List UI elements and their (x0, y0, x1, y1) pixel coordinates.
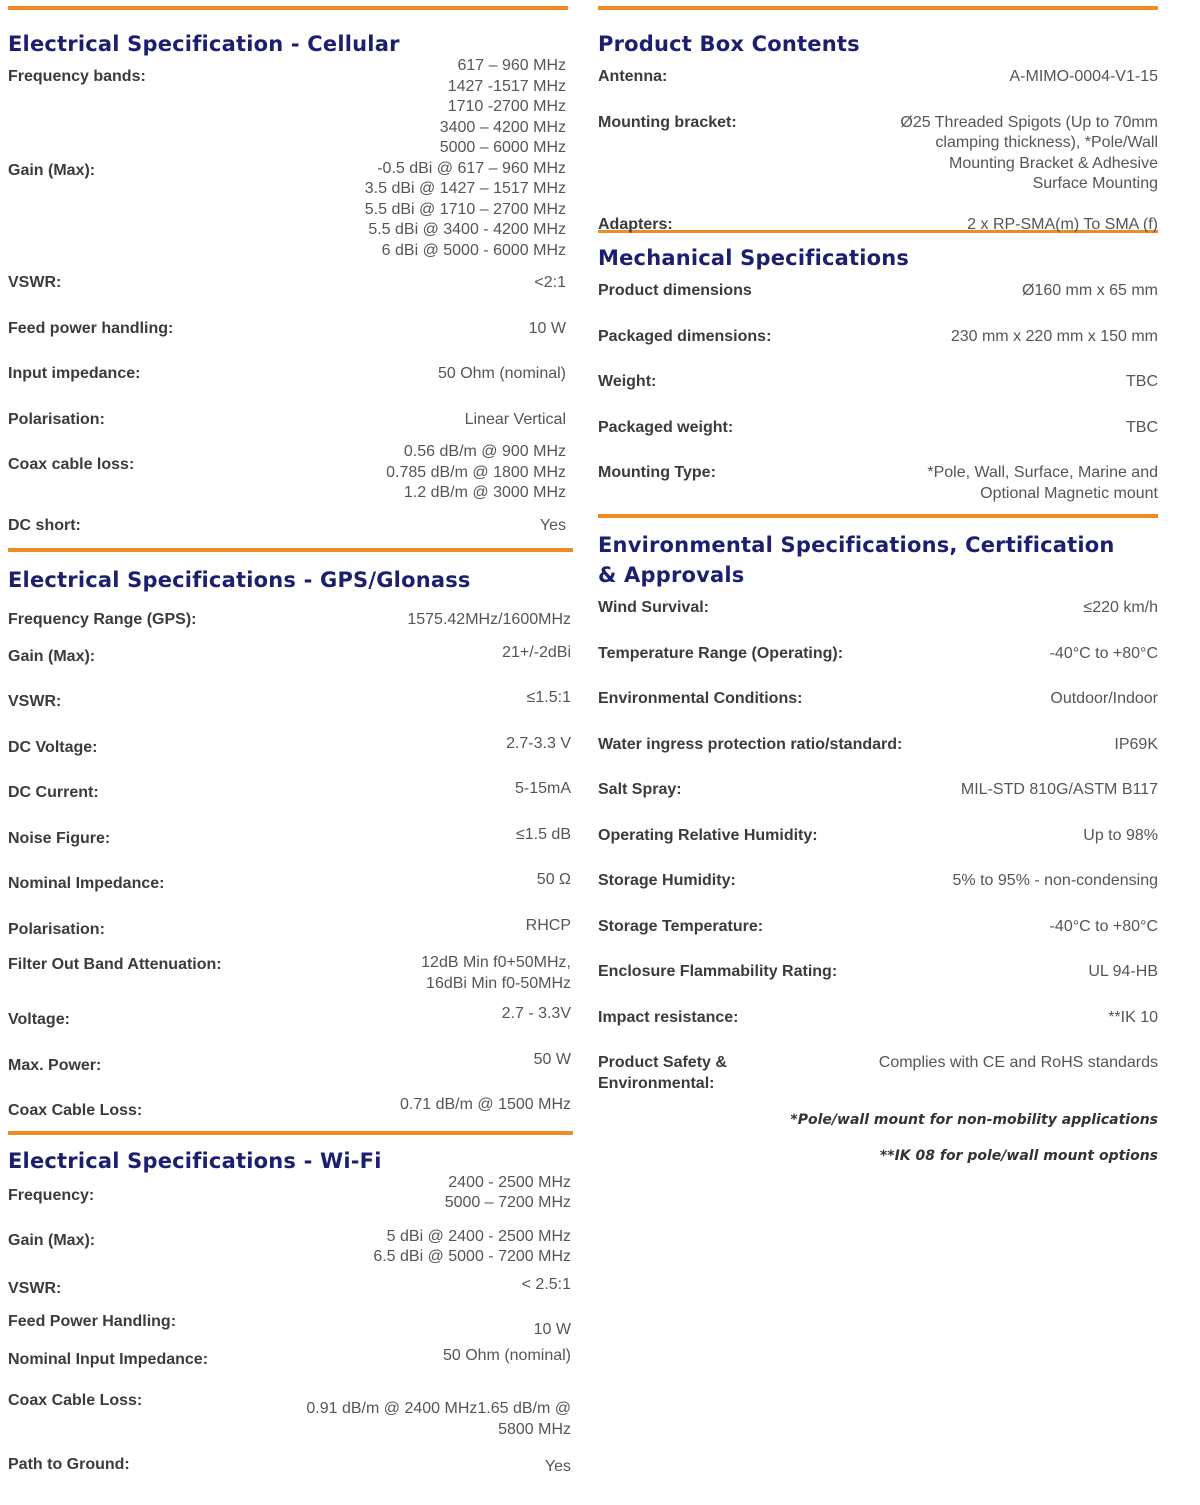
spec-row-operating-humidity (598, 826, 1158, 847)
mechanical-spec-table (598, 281, 1158, 504)
spec-row-temperature-range (598, 644, 1158, 665)
spec-label: Enclosure Flammability Rating: (598, 963, 838, 980)
spec-value: ≤1.5 dB (515, 825, 571, 843)
spec-row-frequency-range (8, 610, 571, 631)
wifi-section-title: Electrical Specifications - Wi-Fi (8, 1148, 382, 1173)
cellular-section-title: Electrical Specification - Cellular (8, 32, 400, 56)
spec-label: Adapters: (598, 215, 673, 233)
spec-value: 50 Ω (536, 871, 571, 888)
spec-label: Mounting bracket: (598, 113, 737, 131)
spec-value: 50 Ohm (nominal) (442, 1346, 571, 1364)
spec-value: TBC (1126, 418, 1158, 436)
spec-label: Voltage: (8, 1011, 70, 1028)
spec-value: 50 W (533, 1050, 571, 1068)
spec-row-product-dimensions (598, 281, 1158, 302)
spec-label: VSWR: (8, 693, 62, 710)
spec-value: -40°C to +80°C (1049, 917, 1158, 935)
spec-value: -40°C to +80°C (1049, 644, 1158, 662)
spec-row-product-safety (598, 1053, 1158, 1094)
spec-row-salt-spray (598, 780, 1158, 801)
spec-label: Salt Spray: (598, 781, 682, 798)
spec-label: Storage Humidity: (598, 872, 736, 889)
spec-row-vswr (8, 1275, 571, 1300)
spec-label: Weight: (598, 373, 657, 390)
spec-row-feed-power (8, 319, 566, 340)
section-divider (8, 548, 573, 552)
spec-label: Gain (Max): (8, 1231, 96, 1249)
spec-row-packaged-weight (598, 418, 1158, 439)
spec-value: IP69K (1114, 735, 1158, 753)
section-divider (8, 6, 568, 10)
gps-spec-table (8, 610, 571, 1122)
spec-value: <2:1 (534, 274, 566, 291)
spec-value: 5-15mA (514, 780, 571, 797)
spec-row-water-ingress (598, 735, 1158, 756)
spec-value: 0.56 dB/m @ 900 MHz 0.785 dB/m @ 1800 MHz 1.2 dB/m @ 3000 MHz (386, 443, 566, 501)
right-column (598, 0, 1158, 1164)
spec-label: Nominal Input Impedance: (8, 1350, 209, 1368)
wifi-spec-table (8, 1173, 571, 1478)
spec-row-mounting-bracket (598, 113, 1158, 195)
spec-label: Polarisation: (8, 920, 105, 938)
footnote-pole-mount: *Pole/wall mount for non-mobility applications (790, 1112, 1158, 1128)
spec-value: Linear Vertical (464, 410, 566, 428)
spec-label: Packaged dimensions: (598, 327, 772, 345)
spec-value: TBC (1126, 373, 1158, 390)
spec-row-impact-resistance (598, 1008, 1158, 1029)
spec-value: Ø25 Threaded Spigots (Up to 70mm clamping thickness), *Pole/Wall Mounting Bracket & Adhesive Surface Mounting (900, 113, 1158, 192)
environmental-section-title: Environmental Specifications, Certification & Approvals (598, 533, 1115, 587)
spec-label: Frequency bands: (8, 68, 146, 85)
spec-row-voltage (8, 1004, 571, 1031)
spec-row-frequency-bands (8, 56, 566, 159)
spec-row-coax-loss (8, 442, 566, 504)
spec-value: 230 mm x 220 mm x 150 mm (950, 327, 1158, 345)
spec-label: Input impedance: (8, 365, 141, 382)
spec-label: Storage Temperature: (598, 917, 764, 935)
spec-row-dc-voltage (8, 734, 571, 759)
spec-row-dc-short (8, 516, 566, 537)
spec-label: Operating Relative Humidity: (598, 826, 818, 844)
spec-row-vswr (8, 273, 566, 294)
spec-label: Coax Cable Loss: (8, 1102, 143, 1119)
spec-value: 5 dBi @ 2400 - 2500 MHz 6.5 dBi @ 5000 - 7200 MHz (373, 1227, 571, 1265)
spec-value: Yes (544, 1458, 571, 1475)
spec-value: 0.71 dB/m @ 1500 MHz (400, 1096, 571, 1113)
spec-value: 617 – 960 MHz 1427 -1517 MHz 1710 -2700 MHz 3400 – 4200 MHz 5000 – 6000 MHz (439, 57, 566, 156)
environmental-spec-table (598, 598, 1158, 1094)
spec-label: Mounting Type: (598, 464, 716, 481)
spec-row-mounting-type (598, 463, 1158, 504)
spec-label: Nominal Impedance: (8, 875, 165, 892)
spec-value: **IK 10 (1108, 1008, 1158, 1026)
spec-row-weight (598, 372, 1158, 393)
section-divider (598, 514, 1158, 518)
spec-row-flammability (598, 962, 1158, 983)
section-divider (8, 1131, 573, 1135)
spec-row-gain (8, 1227, 571, 1268)
spec-value: 2 x RP-SMA(m) To SMA (f) (967, 215, 1158, 233)
spec-value: 50 Ohm (nominal) (437, 365, 566, 382)
spec-value: 2.7-3.3 V (506, 734, 571, 752)
spec-value: Ø160 mm x 65 mm (1021, 282, 1158, 299)
spec-row-dc-current (8, 779, 571, 804)
spec-row-storage-humidity (598, 871, 1158, 892)
spec-row-antenna (598, 67, 1158, 88)
spec-value: ≤1.5:1 (526, 689, 571, 706)
mechanical-section-title: Mechanical Specifications (598, 246, 910, 270)
spec-value: ≤220 km/h (1083, 599, 1158, 616)
spec-row-storage-temperature (598, 917, 1158, 938)
spec-value: 12dB Min f0+50MHz, 16dBi Min f0-50MHz (421, 954, 571, 992)
spec-label: Water ingress protection ratio/standard: (598, 735, 903, 753)
spec-row-packaged-dimensions (598, 327, 1158, 348)
spec-value: A-MIMO-0004-V1-15 (1009, 68, 1158, 85)
spec-value: UL 94-HB (1088, 963, 1158, 980)
spec-label: Noise Figure: (8, 829, 111, 847)
spec-value: 10 W (528, 319, 566, 337)
spec-label: Antenna: (598, 68, 668, 85)
spec-row-gain (8, 643, 571, 668)
spec-label: DC Voltage: (8, 738, 98, 756)
spec-value: MIL-STD 810G/ASTM B117 (960, 781, 1158, 798)
spec-label: Gain (Max): (8, 161, 96, 179)
spec-label: Coax cable loss: (8, 456, 135, 473)
spec-row-feed-power (8, 1312, 571, 1341)
spec-label: Temperature Range (Operating): (598, 644, 844, 662)
spec-row-gain (8, 159, 566, 262)
footnote-ik-rating: **IK 08 for pole/wall mount options (879, 1148, 1158, 1164)
spec-label: Filter Out Band Attenuation: (8, 956, 222, 973)
spec-label: DC short: (8, 516, 81, 534)
spec-row-environmental-conditions (598, 689, 1158, 710)
spec-value: 2400 - 2500 MHz 5000 – 7200 MHz (444, 1173, 571, 1211)
spec-row-noise-figure (8, 825, 571, 850)
box-contents-table (598, 67, 1158, 235)
spec-row-input-impedance (8, 364, 566, 385)
box-section-title: Product Box Contents (598, 32, 860, 56)
spec-row-max-power (8, 1050, 571, 1077)
spec-label: Impact resistance: (598, 1008, 739, 1026)
spec-label: Max. Power: (8, 1056, 102, 1074)
spec-row-path-to-ground (8, 1455, 571, 1478)
spec-row-frequency (8, 1173, 571, 1214)
spec-label: Product dimensions (598, 282, 752, 299)
spec-row-nominal-impedance (8, 870, 571, 895)
spec-label: Wind Survival: (598, 599, 709, 616)
spec-label: VSWR: (8, 274, 62, 291)
spec-row-nominal-input-impedance (8, 1346, 571, 1371)
spec-value: Yes (539, 516, 566, 534)
spec-label: Packaged weight: (598, 418, 734, 436)
spec-value: 5% to 95% - non-condensing (952, 872, 1158, 889)
spec-row-vswr (8, 688, 571, 713)
left-column (8, 0, 573, 1478)
spec-label: Environmental Conditions: (598, 690, 803, 707)
spec-value: 0.91 dB/m @ 2400 MHz1.65 dB/m @ 5800 MHz (306, 1400, 571, 1438)
spec-row-coax-loss (8, 1391, 571, 1440)
spec-row-wind-survival (598, 598, 1158, 619)
spec-label: Polarisation: (8, 410, 105, 428)
spec-value: -0.5 dBi @ 617 – 960 MHz 3.5 dBi @ 1427 – 1517 MHz 5.5 dBi @ 1710 – 2700 MHz 5.5 dBi @ 3400 - 4200 MHz 6 dBi @ 5000 - 6000 MHz (364, 159, 566, 259)
gps-section-title: Electrical Specifications - GPS/Glonass (8, 568, 471, 592)
spec-row-filter-attenuation (8, 953, 571, 994)
spec-label: DC Current: (8, 784, 99, 801)
spec-label: VSWR: (8, 1279, 62, 1297)
spec-label: Feed Power Handling: (8, 1313, 177, 1330)
spec-row-polarisation (8, 916, 571, 941)
section-divider (598, 6, 1158, 10)
cellular-spec-table (8, 56, 566, 536)
spec-label: Path to Ground: (8, 1456, 130, 1473)
spec-value: RHCP (525, 916, 571, 934)
spec-row-polarisation (8, 410, 566, 431)
spec-value: 2.7 - 3.3V (501, 1005, 571, 1022)
spec-value: Outdoor/Indoor (1050, 690, 1158, 707)
spec-value: 1575.42MHz/1600MHz (407, 611, 571, 628)
spec-value: 21+/-2dBi (502, 643, 571, 661)
spec-label: Product Safety & Environmental: (598, 1054, 727, 1092)
spec-label: Coax Cable Loss: (8, 1392, 143, 1409)
spec-label: Frequency: (8, 1186, 95, 1204)
spec-value: Up to 98% (1083, 826, 1158, 844)
spec-value: *Pole, Wall, Surface, Marine and Optional Magnetic mount (927, 464, 1158, 502)
spec-label: Gain (Max): (8, 647, 96, 665)
spec-label: Feed power handling: (8, 319, 174, 337)
spec-value: 10 W (533, 1321, 571, 1338)
spec-label: Frequency Range (GPS): (8, 611, 197, 628)
spec-value: < 2.5:1 (521, 1275, 571, 1293)
spec-row-coax-loss (8, 1095, 571, 1122)
spec-value: Complies with CE and RoHS standards (878, 1054, 1158, 1071)
